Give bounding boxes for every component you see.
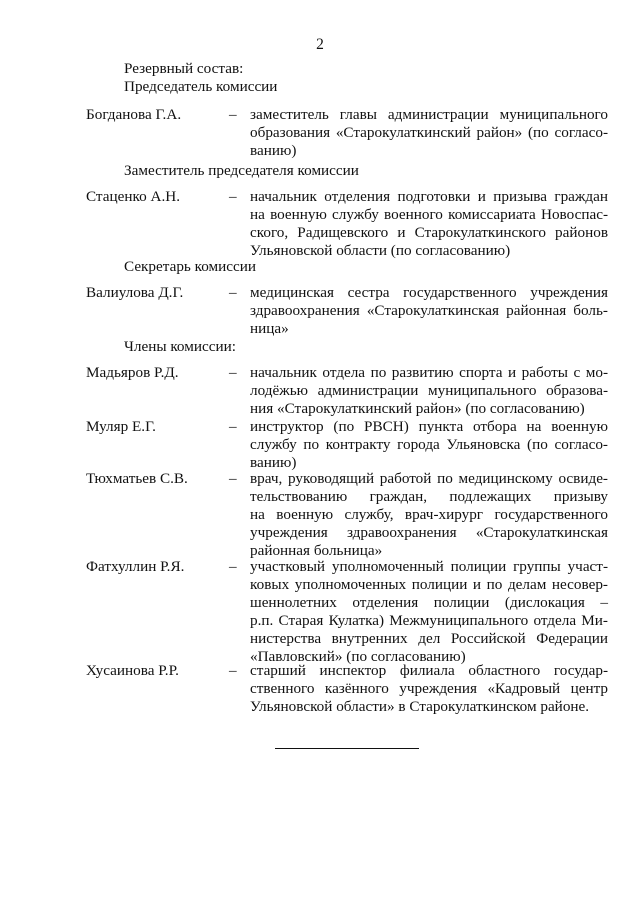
member-name: Мадьяров Р.Д. [86, 364, 179, 381]
role-line: врач, руководящий работой по медицинскому освиде- [250, 470, 608, 487]
role-line: ковых уполномоченных полиции и по делам несовер- [250, 576, 608, 593]
role-line: «Павловский» (по согласованию) [250, 648, 466, 665]
commission-member-entry [86, 470, 608, 559]
member-role-description [250, 188, 608, 260]
commission-member-entry [86, 284, 608, 337]
role-line: Ульяновской области» в Старокулаткинском районе. [250, 698, 590, 715]
role-line: медицинская сестра государственного учреждения [250, 284, 608, 301]
role-line: инструктор (по РВСН) пункта отбора на военную [250, 418, 608, 435]
role-line: здравоохранения «Старокулаткинская районная боль- [250, 302, 608, 319]
section-title-secretary: Секретарь комиссии [124, 258, 257, 275]
role-line: лодёжью администрации муниципального образова- [250, 382, 608, 399]
dash-separator: – [229, 364, 237, 381]
role-line: ванию) [250, 454, 297, 471]
commission-member-entry [86, 188, 608, 259]
role-line: на военную службу, врач-хирург государственного [250, 506, 608, 523]
role-line: ского, Радищевского и Старокулаткинского районов [250, 224, 608, 241]
role-line: образования «Старокулаткинский район» (по согласо- [250, 124, 608, 141]
member-name: Стаценко А.Н. [86, 188, 181, 205]
role-line: шеннолетних отделения полиции (дислокация – [250, 594, 608, 611]
role-line: старший инспектор филиала областного государ- [250, 662, 608, 679]
role-line: ния «Старокулаткинский район» (по согласованию) [250, 400, 585, 417]
member-role-description [250, 558, 608, 666]
role-line: начальник отдела по развитию спорта и работы с мо- [250, 364, 608, 381]
commission-member-entry [86, 558, 608, 665]
member-name: Фатхуллин Р.Я. [86, 558, 185, 575]
member-role-description [250, 470, 608, 560]
member-name: Богданова Г.А. [86, 106, 182, 123]
member-role-description [250, 364, 608, 418]
dash-separator: – [229, 470, 237, 487]
reserve-heading: Резервный состав: [124, 60, 244, 77]
member-role-description [250, 284, 608, 338]
dash-separator: – [229, 284, 237, 301]
commission-member-entry [86, 418, 608, 471]
section-title-deputy: Заместитель председателя комиссии [124, 162, 359, 179]
dash-separator: – [229, 662, 237, 679]
role-line: участковый уполномоченный полиции группы участ- [250, 558, 608, 575]
role-line: ванию) [250, 142, 297, 159]
section-title-chairman: Председатель комиссии [124, 78, 278, 95]
commission-member-entry [86, 364, 608, 417]
dash-separator: – [229, 188, 237, 205]
role-line: учреждения здравоохранения «Старокулаткинская [250, 524, 608, 541]
commission-member-entry [86, 662, 608, 715]
end-of-document-rule [275, 748, 419, 749]
commission-member-entry [86, 106, 608, 159]
member-name: Валиулова Д.Г. [86, 284, 184, 301]
member-name: Хусаинова Р.Р. [86, 662, 179, 679]
dash-separator: – [229, 106, 237, 123]
role-line: службу по контракту города Ульяновска (по согласо- [250, 436, 608, 453]
role-line: ственного казённого учреждения «Кадровый центр [250, 680, 608, 697]
member-role-description [250, 418, 608, 472]
dash-separator: – [229, 558, 237, 575]
role-line: нистерства внутренних дел Российской Федерации [250, 630, 608, 647]
member-name: Муляр Е.Г. [86, 418, 156, 435]
role-line: ница» [250, 320, 289, 337]
role-line: заместитель главы администрации муниципального [250, 106, 608, 123]
member-name: Тюхматьев С.В. [86, 470, 188, 487]
section-title-members: Члены комиссии: [124, 338, 236, 355]
role-line: районная больница» [250, 542, 383, 559]
page-number: 2 [316, 36, 324, 53]
role-line: начальник отделения подготовки и призыва граждан [250, 188, 608, 205]
role-line: на военную службу военного комиссариата Новоспас- [250, 206, 608, 223]
member-role-description [250, 106, 608, 160]
member-role-description [250, 662, 608, 716]
role-line: р.п. Старая Кулатка) Межмуниципального отдела Ми- [250, 612, 608, 629]
role-line: Ульяновской области (по согласованию) [250, 242, 511, 259]
dash-separator: – [229, 418, 237, 435]
role-line: тельствованию граждан, подлежащих призыву [250, 488, 608, 505]
